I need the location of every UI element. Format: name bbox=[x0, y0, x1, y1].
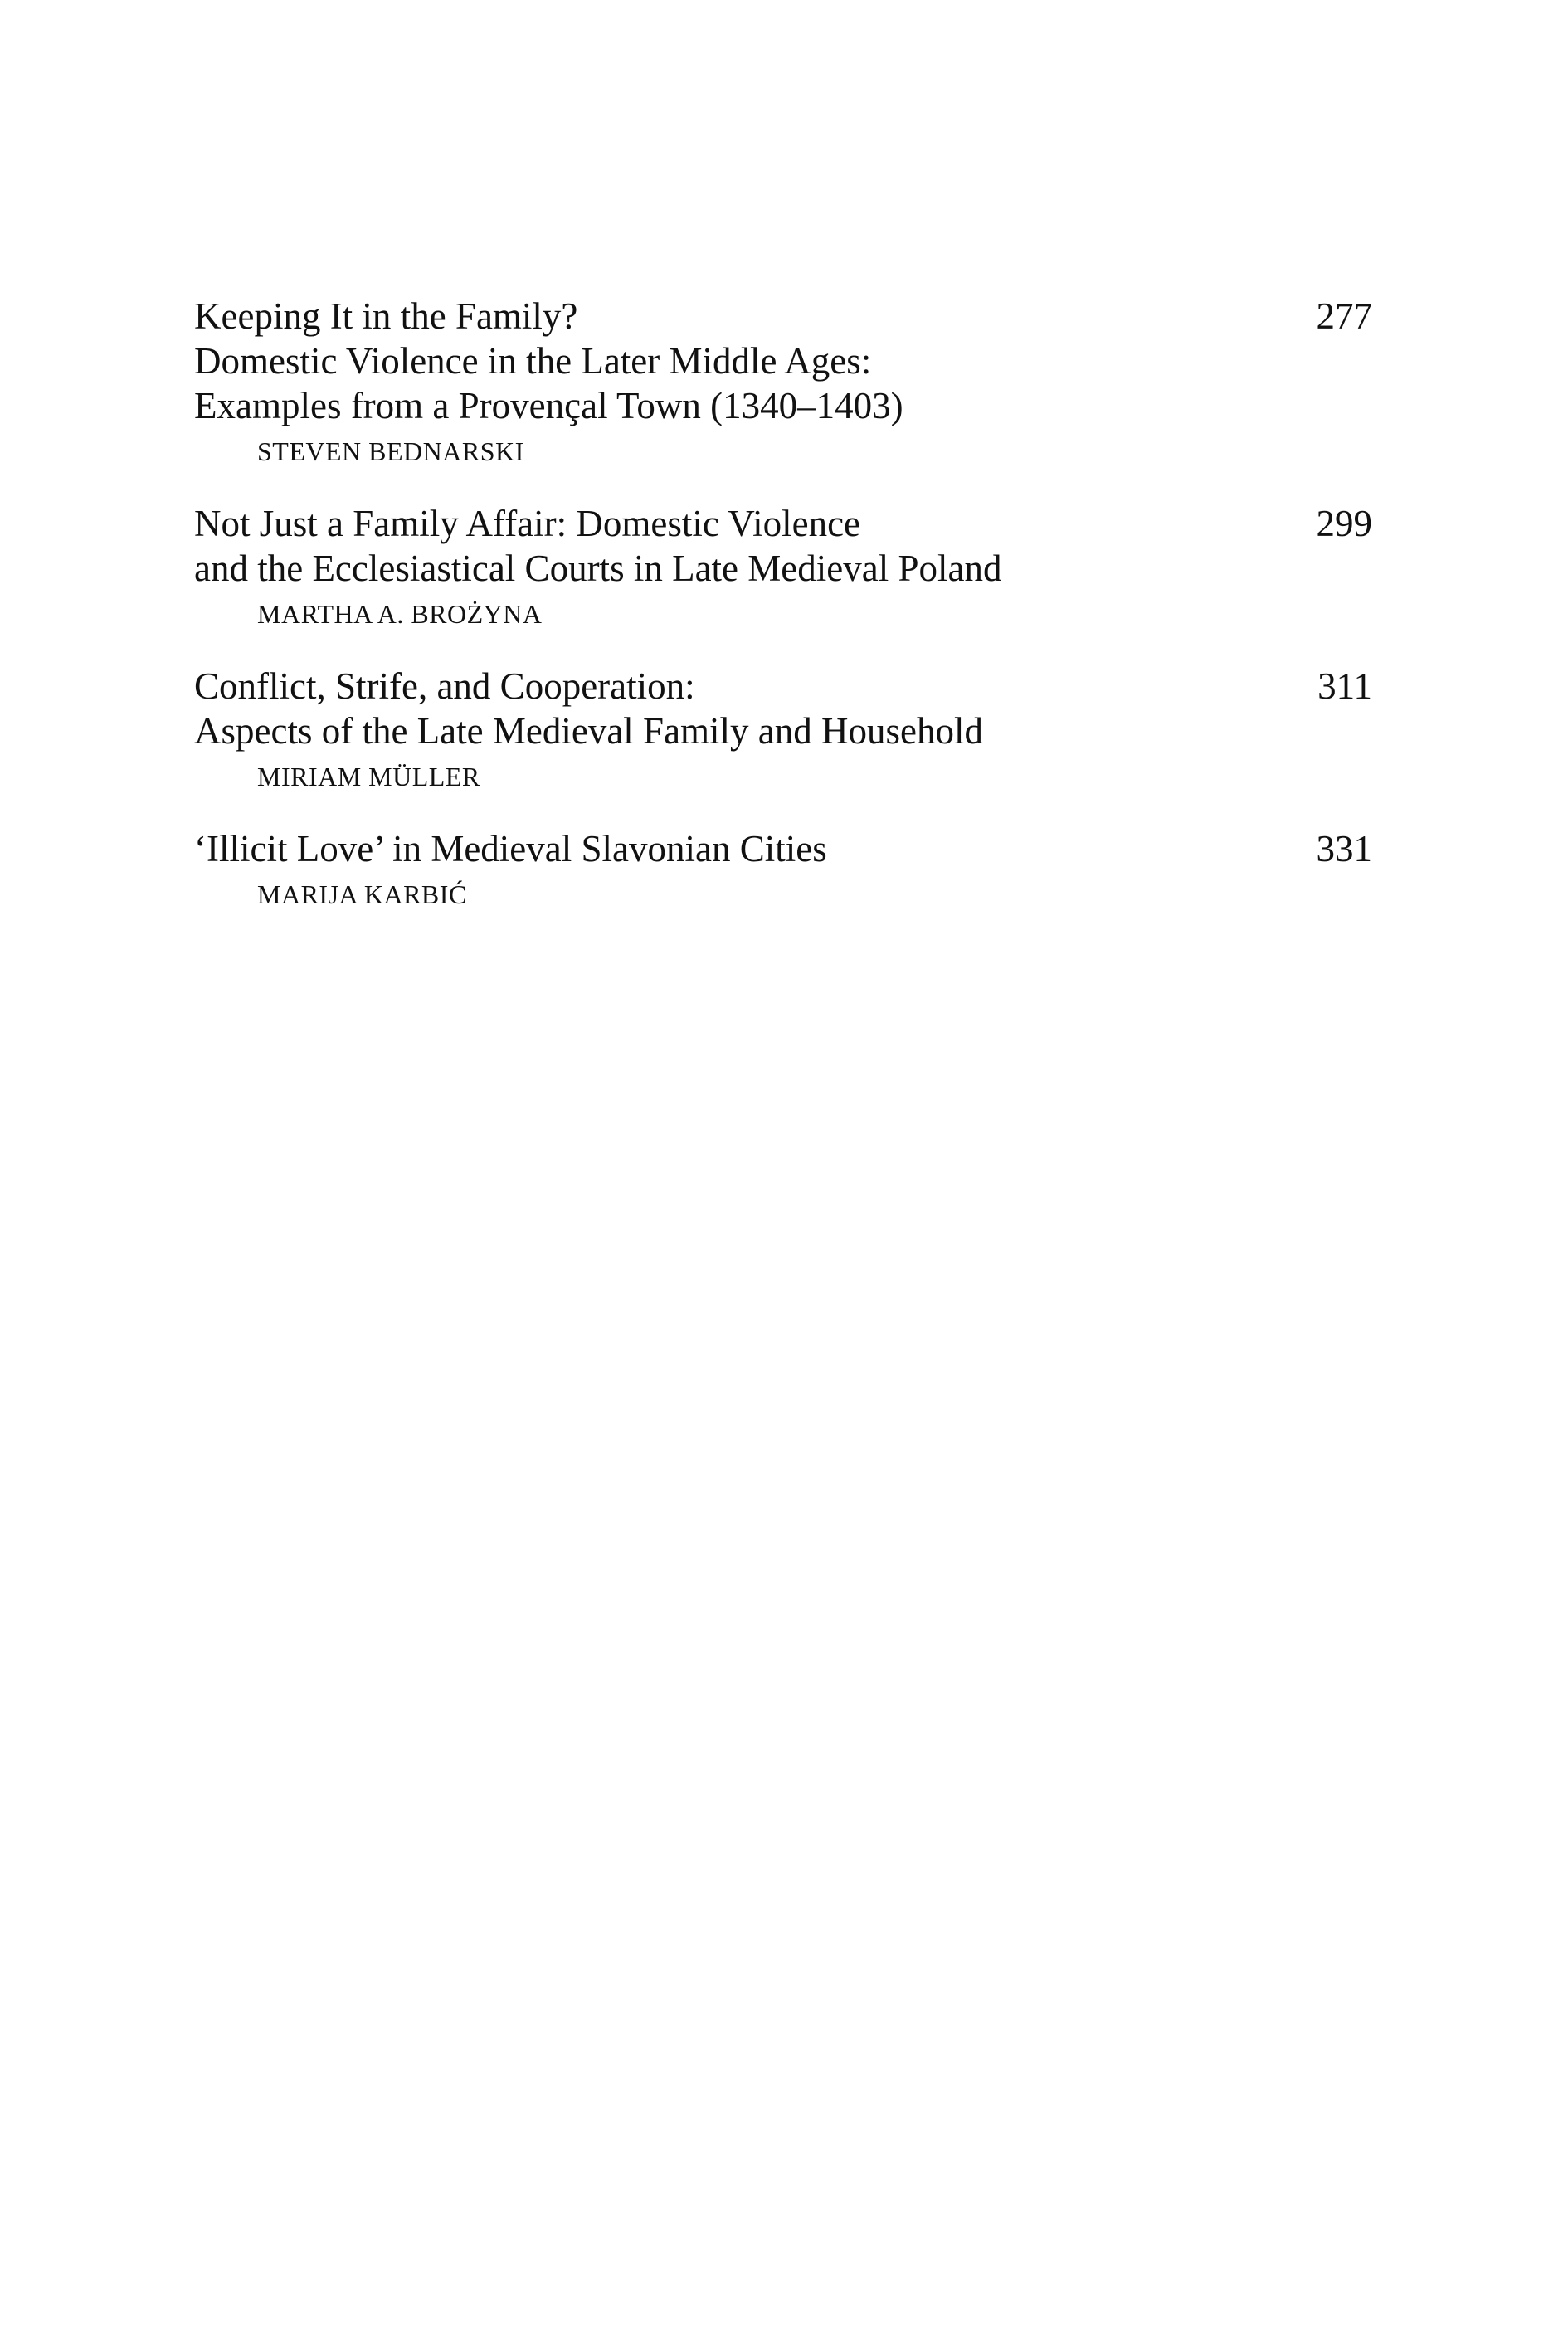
toc-entry[interactable] bbox=[194, 501, 1372, 631]
entry-author: MARIJA KARBIĆ bbox=[257, 879, 467, 909]
entry-title-line: ‘Illicit Love’ in Medieval Slavonian Cities bbox=[194, 828, 827, 869]
entry-author: MIRIAM MÜLLER bbox=[257, 762, 480, 791]
toc-entry[interactable] bbox=[194, 294, 1372, 468]
entry-title-line: Examples from a Provençal Town (1340–1403) bbox=[194, 385, 903, 426]
toc-entry[interactable] bbox=[194, 826, 1372, 911]
entry-author: MARTHA A. BROŻYNA bbox=[257, 599, 543, 629]
entry-title-line: and the Ecclesiastical Courts in Late Medieval Poland bbox=[194, 548, 1002, 589]
entry-author: STEVEN BEDNARSKI bbox=[257, 436, 524, 466]
entry-title-line: Domestic Violence in the Later Middle Ages: bbox=[194, 340, 872, 382]
entry-title-line: Keeping It in the Family? bbox=[194, 295, 578, 337]
entry-page-number: 311 bbox=[1317, 665, 1372, 707]
table-of-contents bbox=[194, 294, 1372, 944]
entry-page-number: 299 bbox=[1316, 503, 1372, 544]
entry-title-line: Aspects of the Late Medieval Family and Household bbox=[194, 710, 984, 752]
entry-title-line: Conflict, Strife, and Cooperation: bbox=[194, 665, 695, 707]
toc-entry[interactable] bbox=[194, 664, 1372, 793]
entry-page-number: 277 bbox=[1316, 295, 1372, 337]
entry-page-number: 331 bbox=[1316, 828, 1372, 869]
entry-title-line: Not Just a Family Affair: Domestic Violence bbox=[194, 503, 861, 544]
